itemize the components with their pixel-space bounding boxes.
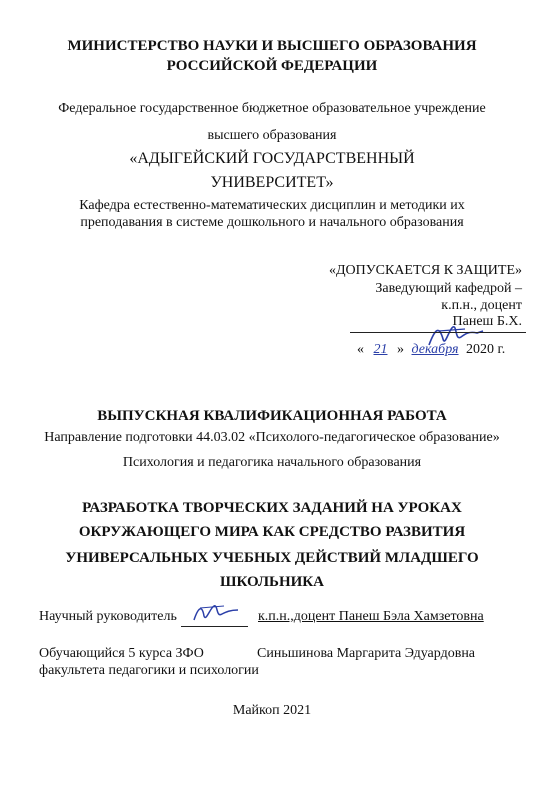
city-year: Майкоп 2021 <box>232 703 312 718</box>
thesis-title-2: ОКРУЖАЮЩЕГО МИРА КАК СРЕДСТВО РАЗВИТИЯ <box>78 524 466 540</box>
university-name-2: УНИВЕРСИТЕТ» <box>210 174 334 191</box>
work-type: ВЫПУСКНАЯ КВАЛИФИКАЦИОННАЯ РАБОТА <box>97 408 447 424</box>
institution-line-2: высшего образования <box>207 128 337 143</box>
thesis-title-1: РАЗРАБОТКА ТВОРЧЕСКИХ ЗАДАНИЙ НА УРОКАХ <box>82 500 462 516</box>
student-label-2: факультета педагогики и психологии <box>39 663 259 678</box>
supervisor-signature <box>190 600 242 626</box>
work-direction: Направление подготовки 44.03.02 «Психолого-педагогическое образование» <box>44 430 500 445</box>
approval-heading: «ДОПУСКАЕТСЯ К ЗАЩИТЕ» <box>328 263 522 278</box>
work-profile: Психология и педагогика начального образования <box>122 455 422 470</box>
thesis-title-4: ШКОЛЬНИКА <box>219 574 325 590</box>
date-close-quote: » <box>397 342 404 357</box>
thesis-title-3: УНИВЕРСАЛЬНЫХ УЧЕБНЫХ ДЕЙСТВИЙ МЛАДШЕГО <box>65 550 479 566</box>
approval-signature-line <box>350 332 526 333</box>
ministry-line-1: МИНИСТЕРСТВО НАУКИ И ВЫСШЕГО ОБРАЗОВАНИЯ <box>67 38 477 54</box>
approval-name: Панеш Б.Х. <box>452 314 522 329</box>
date-open-quote: « <box>357 342 364 357</box>
student-label-1: Обучающийся 5 курса ЗФО <box>39 646 204 661</box>
approval-degree: к.п.н., доцент <box>441 298 522 313</box>
date-month: декабря <box>411 342 459 357</box>
supervisor-signature-line <box>181 626 248 627</box>
supervisor-label: Научный руководитель <box>39 609 177 624</box>
department-line-2: преподавания в системе дошкольного и начального образования <box>80 215 464 230</box>
university-name-1: «АДЫГЕЙСКИЙ ГОСУДАРСТВЕННЫЙ <box>129 150 415 167</box>
date-year: 2020 г. <box>466 342 506 357</box>
approval-role: Заведующий кафедрой – <box>375 281 522 296</box>
ministry-line-2: РОССИЙСКОЙ ФЕДЕРАЦИИ <box>166 58 378 74</box>
student-name: Синьшинова Маргарита Эдуардовна <box>257 646 476 661</box>
approval-date <box>357 342 505 358</box>
supervisor-name: к.п.н.,доцент Панеш Бэла Хамзетовна <box>258 609 484 624</box>
institution-line-1: Федеральное государственное бюджетное образовательное учреждение <box>58 101 486 116</box>
department-line-1: Кафедра естественно-математических дисциплин и методики их <box>79 198 465 213</box>
date-day: 21 <box>373 342 388 357</box>
